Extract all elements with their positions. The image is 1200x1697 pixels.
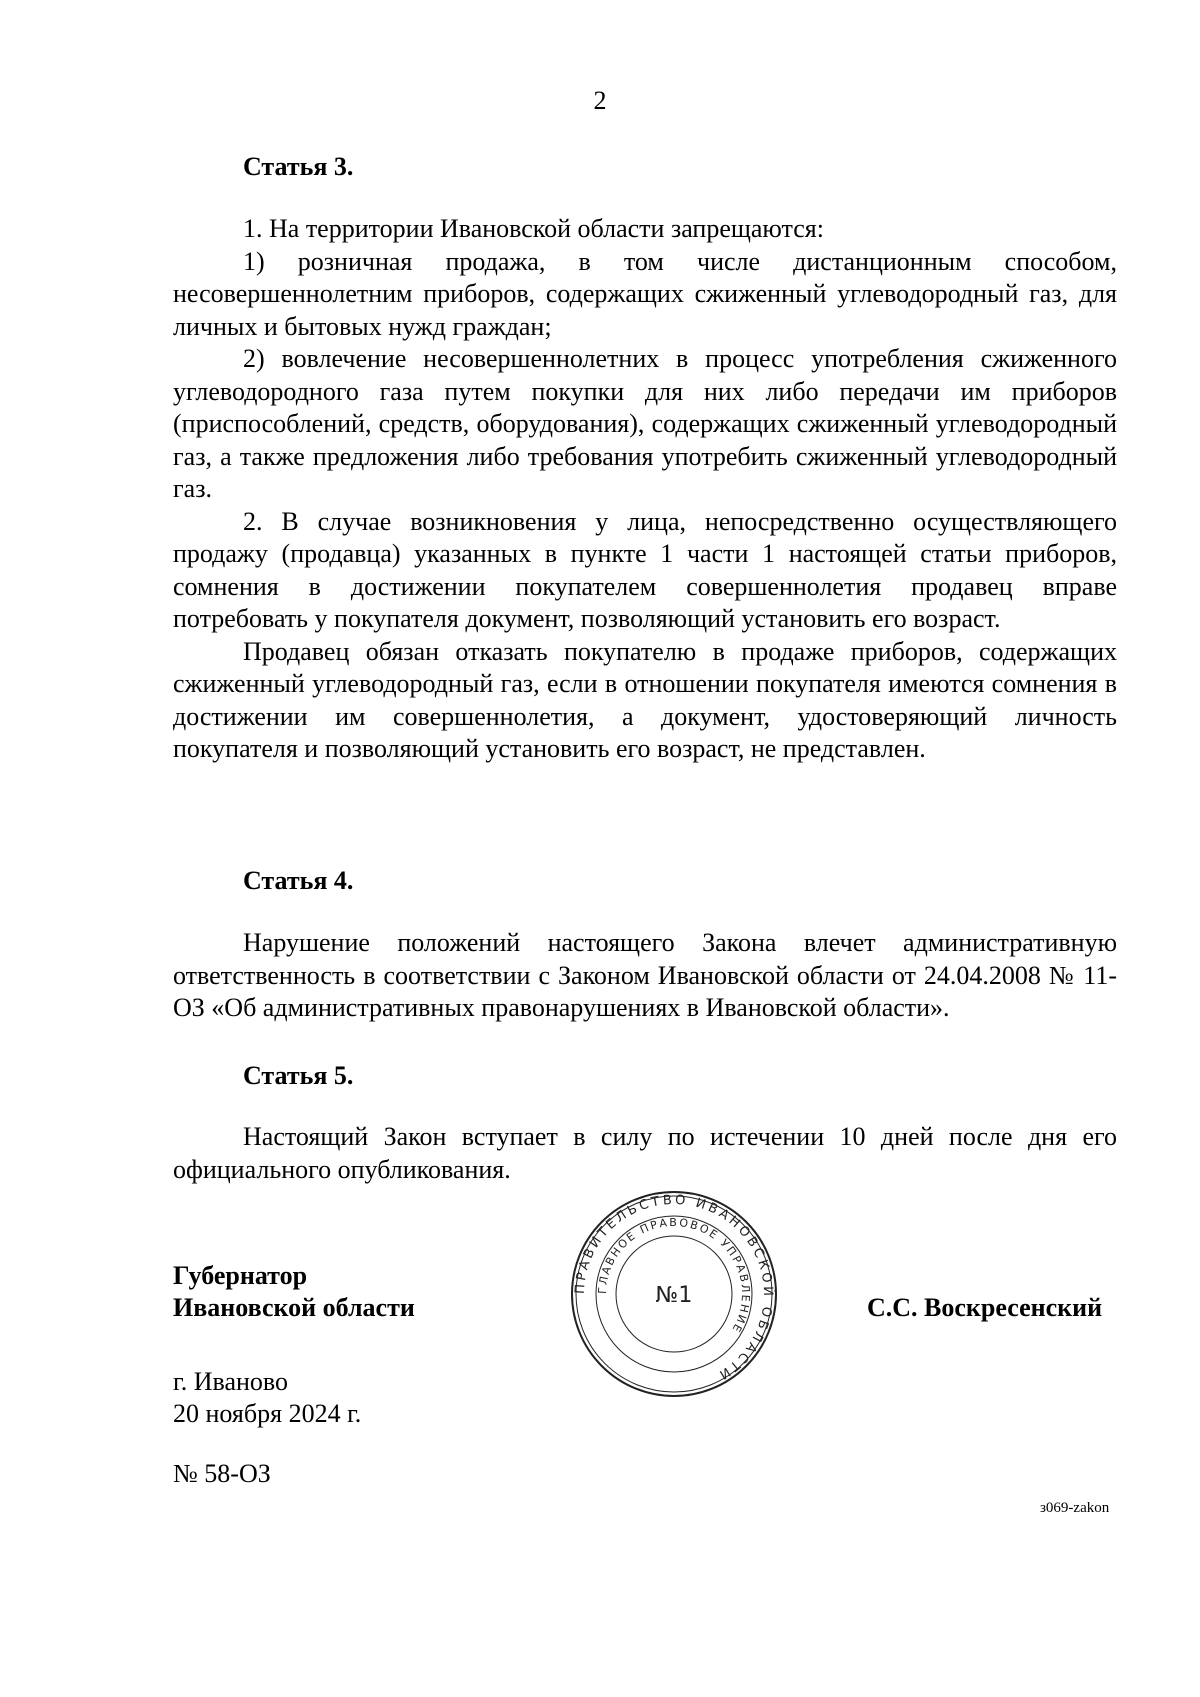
article-3-heading: Статья 3. [243,152,354,181]
paragraph: 1) розничная продажа, в том числе дистанционным способом, несовершеннолетним приборов, содержащих сжиженный углеводородный газ, для личных и бытовых нужд граждан; [173,246,1117,341]
article-5-body [173,1121,1117,1186]
signatory-position-line-1: Губернатор [173,1261,308,1290]
paragraph: Нарушение положений настоящего Закона влечет административную ответственность в соответствии с Законом Ивановской области от 24.04.2008 № 11-ОЗ «Об административных правонарушениях в Ивановской области». [173,928,1117,1022]
paragraph: 2. В случае возникновения у лица, непосредственно осуществляющего продажу (продавца) указанных в пункте 1 части 1 настоящей статьи приборов, сомнения в достижении покупателем совершеннолетия продавец вправе потребовать у покупателя документ, позволяющий установить его возраст. [173,506,1117,633]
paragraph: 2) вовлечение несовершеннолетних в процесс употребления сжиженного углеводородного газа путем покупки для них либо передачи им приборов (приспособлений, средств, оборудования), содержащих сжиженный углеводородный газ, а также предложения либо требования употребить сжиженный углеводородный газ. [173,344,1117,503]
article-4-heading: Статья 4. [243,866,354,895]
signatory-position-line-2: Ивановской области [173,1293,415,1322]
document-code: з069-zakon [1040,1500,1110,1516]
page-number: 2 [593,86,607,115]
paragraph: Настоящий Закон вступает в силу по истечении 10 дней после дня его официального опубликования. [173,1122,1117,1184]
law-number: № 58-ОЗ [173,1459,271,1488]
signatory-position [173,1260,415,1324]
article-5-heading: Статья 5. [243,1061,354,1090]
place: г. Иваново [173,1367,288,1396]
date: 20 ноября 2024 г. [173,1399,362,1428]
article-3-body [173,213,1117,766]
stamp-outer-text: ПРАВИТЕЛЬСТВО ИВАНОВСКОЙ ОБЛАСТИ [572,1192,776,1384]
paragraph: 1. На территории Ивановской области запрещаются: [243,214,824,243]
stamp-inner-text: ГЛАВНОЕ ПРАВОВОЕ УПРАВЛЕНИЕ [595,1215,753,1336]
article-4-body [173,927,1117,1025]
signatory-name: С.С. Воскресенский [867,1293,1103,1322]
paragraph: Продавец обязан отказать покупателю в продаже приборов, содержащих сжиженный углеводородный газ, если в отношении покупателя имеются сомнения в достижении им совершеннолетия, а документ, удостоверяющий личность покупателя и позволяющий установить его возраст, не представлен. [173,636,1117,763]
stamp-center-text: №1 [655,1283,693,1308]
official-stamp [568,1188,780,1400]
